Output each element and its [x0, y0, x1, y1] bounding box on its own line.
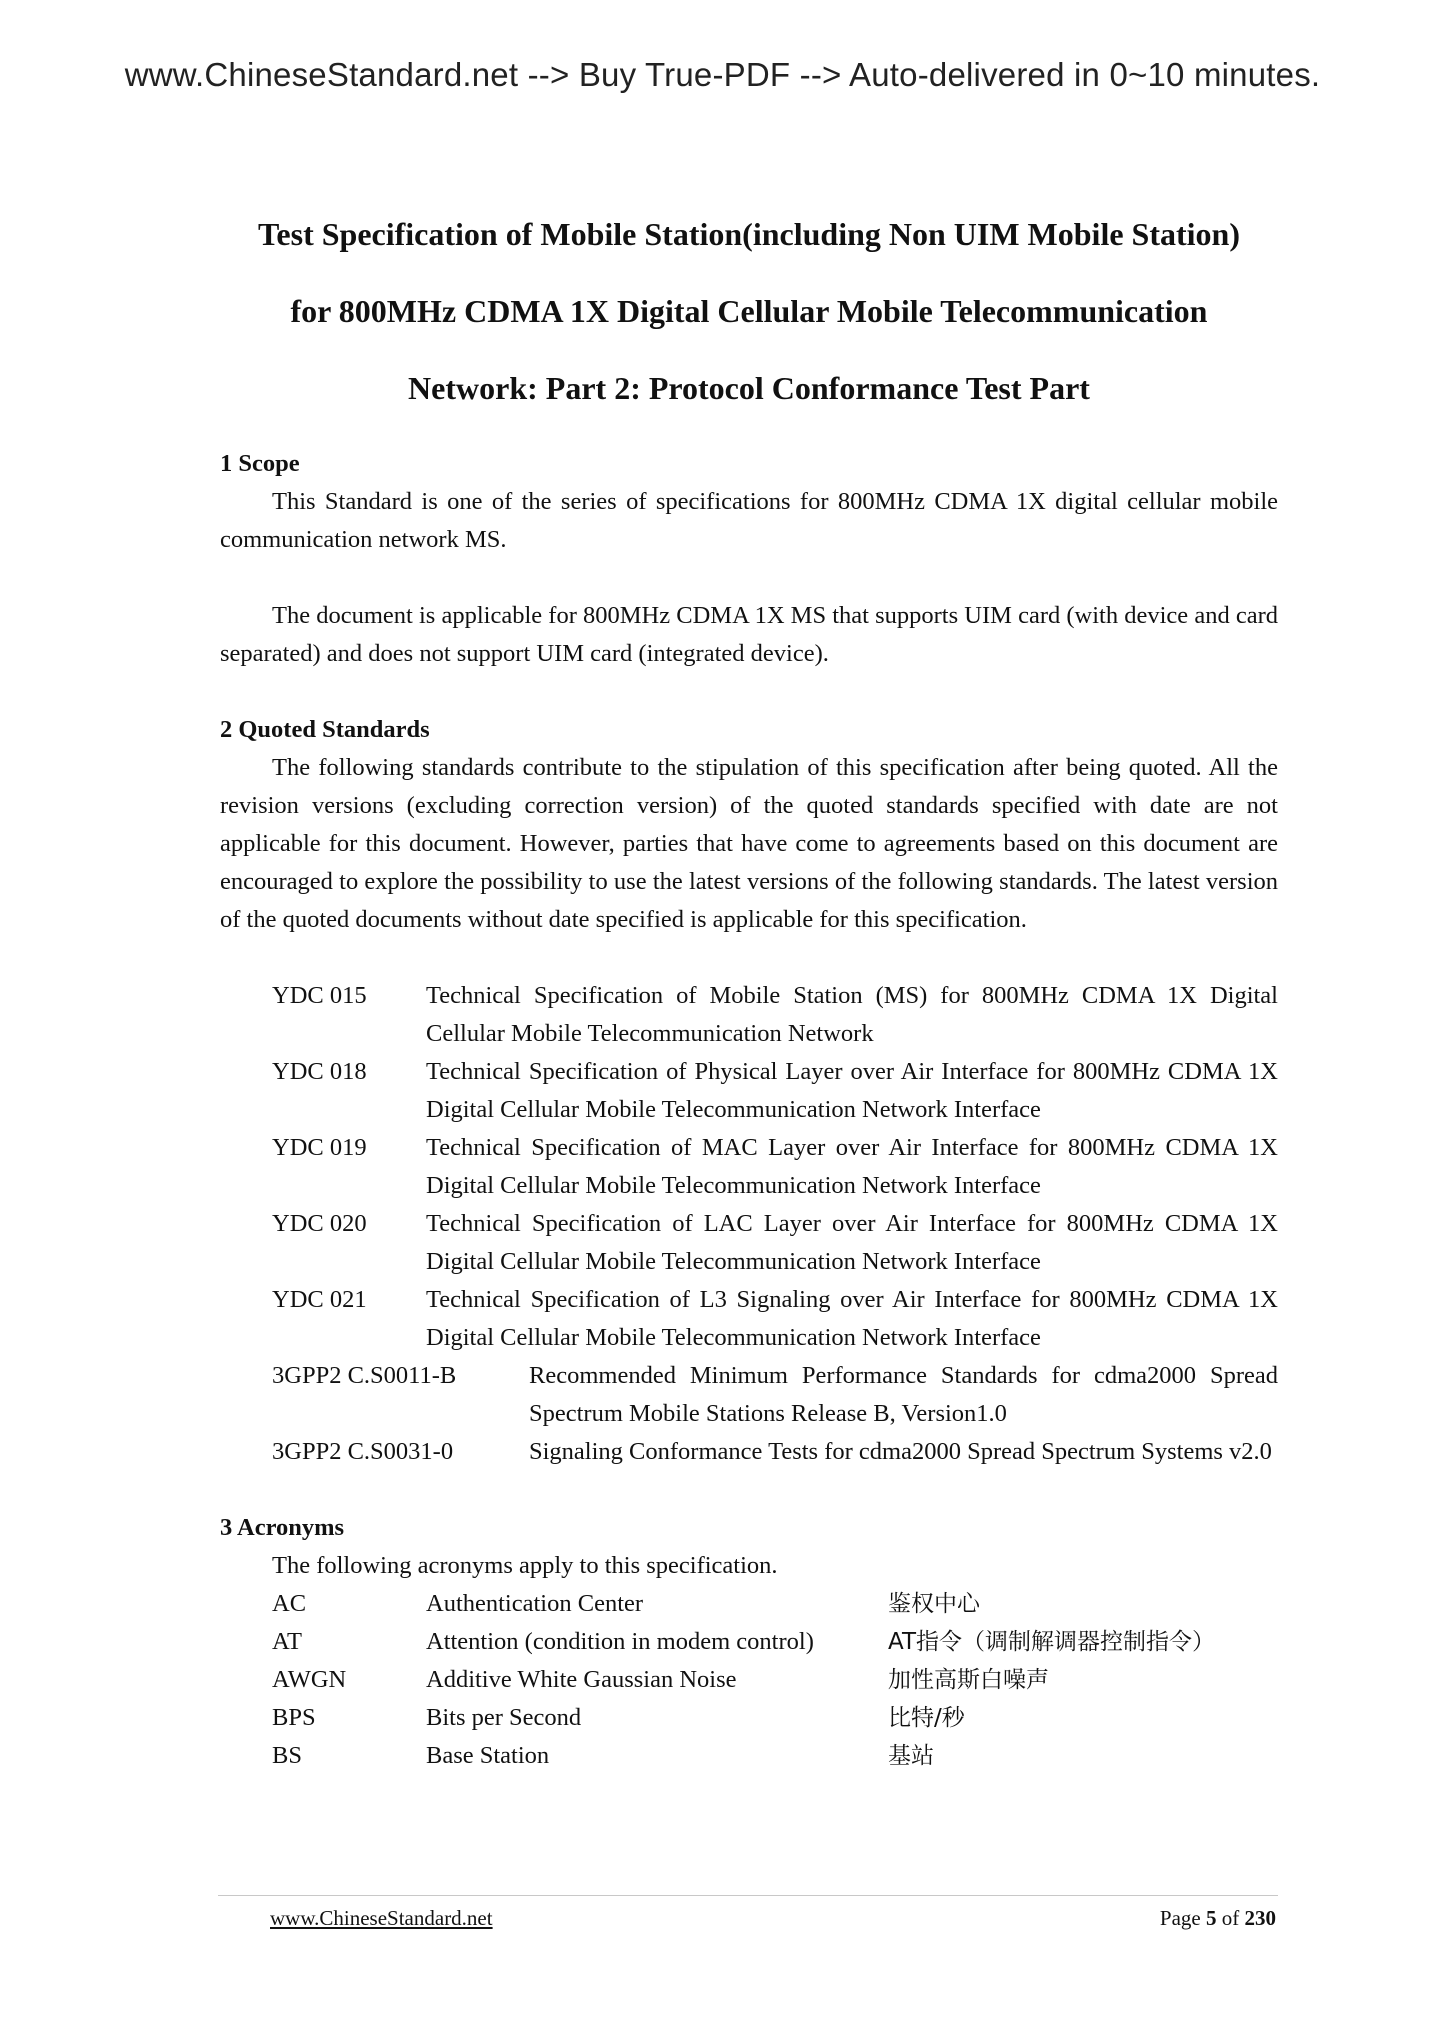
reference-code: YDC 020	[272, 1210, 367, 1237]
acronym-english: Authentication Center	[426, 1590, 644, 1617]
acronyms-intro: The following acronyms apply to this specification.	[272, 1552, 778, 1579]
reference-title: Technical Specification of L3 Signaling over Air Interface for 800MHz CDMA 1X Digital Cellular Mobile Telecommunication Network Interface	[426, 1286, 1278, 1351]
acronym-chinese: 比特/秒	[888, 1705, 965, 1731]
reference-code: 3GPP2 C.S0011-B	[272, 1362, 457, 1389]
reference-title: Technical Specification of LAC Layer over Air Interface for 800MHz CDMA 1X Digital Cellular Mobile Telecommunication Network Interface	[426, 1210, 1278, 1275]
acronym-row	[272, 1699, 1278, 1737]
reference-title: Technical Specification of Mobile Station (MS) for 800MHz CDMA 1X Digital Cellular Mobile Telecommunication Network	[426, 982, 1278, 1047]
reference-item	[272, 1053, 1278, 1129]
acronym-english: Attention (condition in modem control)	[426, 1628, 814, 1655]
page-total: 230	[1244, 1906, 1276, 1930]
reference-title: Recommended Minimum Performance Standards for cdma2000 Spread Spectrum Mobile Stations Release B, Version1.0	[529, 1362, 1278, 1427]
scope-paragraph-1: This Standard is one of the series of specifications for 800MHz CDMA 1X digital cellular mobile communication network MS.	[220, 488, 1278, 553]
page-of: of	[1221, 1906, 1240, 1930]
title-line-2: for 800MHz CDMA 1X Digital Cellular Mobile Telecommunication	[290, 293, 1208, 329]
acronym-row	[272, 1737, 1278, 1775]
page-indicator	[1160, 1906, 1276, 1931]
section-heading-quoted-standards: 2 Quoted Standards	[220, 716, 430, 743]
acronym-chinese: 鉴权中心	[888, 1591, 980, 1617]
banner-link[interactable]: www.ChineseStandard.net --> Buy True-PDF --> Auto-delivered in 0~10 minutes.	[124, 56, 1321, 93]
acronym-row	[272, 1661, 1278, 1699]
acronym-abbreviation: BS	[272, 1742, 302, 1769]
acronym-abbreviation: BPS	[272, 1704, 316, 1731]
quoted-standards-paragraph: The following standards contribute to the stipulation of this specification after being quoted. All the revision versions (excluding correction version) of the quoted standards specified with date are not applicable for this document. However, parties that have come to agreements based on this document are encouraged to explore the possibility to use the latest versions of the following standards. The latest version of the quoted documents without date specified is applicable for this specification.	[220, 754, 1278, 933]
section-heading-acronyms: 3 Acronyms	[220, 1514, 345, 1541]
reference-title: Technical Specification of Physical Layer over Air Interface for 800MHz CDMA 1X Digital Cellular Mobile Telecommunication Network Interface	[426, 1058, 1278, 1123]
acronym-abbreviation: AC	[272, 1590, 307, 1617]
reference-item	[272, 977, 1278, 1053]
page-current: 5	[1206, 1906, 1217, 1930]
title-line-1: Test Specification of Mobile Station(including Non UIM Mobile Station)	[258, 216, 1240, 252]
acronym-list	[272, 1547, 1278, 1775]
footer-divider	[218, 1895, 1278, 1896]
acronym-english: Additive White Gaussian Noise	[426, 1666, 737, 1693]
acronym-english: Bits per Second	[426, 1704, 582, 1731]
acronym-abbreviation: AT	[272, 1628, 302, 1655]
reference-item	[272, 1433, 1278, 1471]
reference-code: YDC 019	[272, 1134, 367, 1161]
reference-item	[272, 1205, 1278, 1281]
footer-link[interactable]: www.ChineseStandard.net	[270, 1906, 493, 1930]
reference-code: YDC 021	[272, 1286, 367, 1313]
acronym-abbreviation: AWGN	[272, 1666, 347, 1693]
reference-list	[272, 977, 1278, 1471]
reference-code: 3GPP2 C.S0031-0	[272, 1438, 454, 1465]
acronym-row	[272, 1623, 1278, 1661]
reference-item	[272, 1281, 1278, 1357]
reference-code: YDC 018	[272, 1058, 367, 1085]
reference-code: YDC 015	[272, 982, 367, 1009]
page-label: Page	[1159, 1906, 1201, 1930]
acronym-chinese: AT指令（调制解调器控制指令）	[888, 1629, 1215, 1655]
acronym-english: Base Station	[426, 1742, 550, 1769]
reference-item	[272, 1357, 1278, 1433]
title-line-3: Network: Part 2: Protocol Conformance Test Part	[408, 370, 1090, 406]
reference-item	[272, 1129, 1278, 1205]
acronym-row	[272, 1585, 1278, 1623]
page-footer	[270, 1906, 1276, 1931]
reference-title: Technical Specification of MAC Layer over Air Interface for 800MHz CDMA 1X Digital Cellular Mobile Telecommunication Network Interface	[426, 1134, 1278, 1199]
acronym-chinese: 基站	[888, 1743, 934, 1769]
scope-paragraph-2: The document is applicable for 800MHz CDMA 1X MS that supports UIM card (with device and card separated) and does not support UIM card (integrated device).	[220, 602, 1278, 667]
reference-title: Signaling Conformance Tests for cdma2000 Spread Spectrum Systems v2.0	[529, 1438, 1272, 1465]
document-title	[220, 196, 1278, 427]
document-body	[220, 196, 1278, 1775]
section-heading-scope: 1 Scope	[220, 450, 300, 477]
acronym-chinese: 加性高斯白噪声	[888, 1667, 1049, 1693]
